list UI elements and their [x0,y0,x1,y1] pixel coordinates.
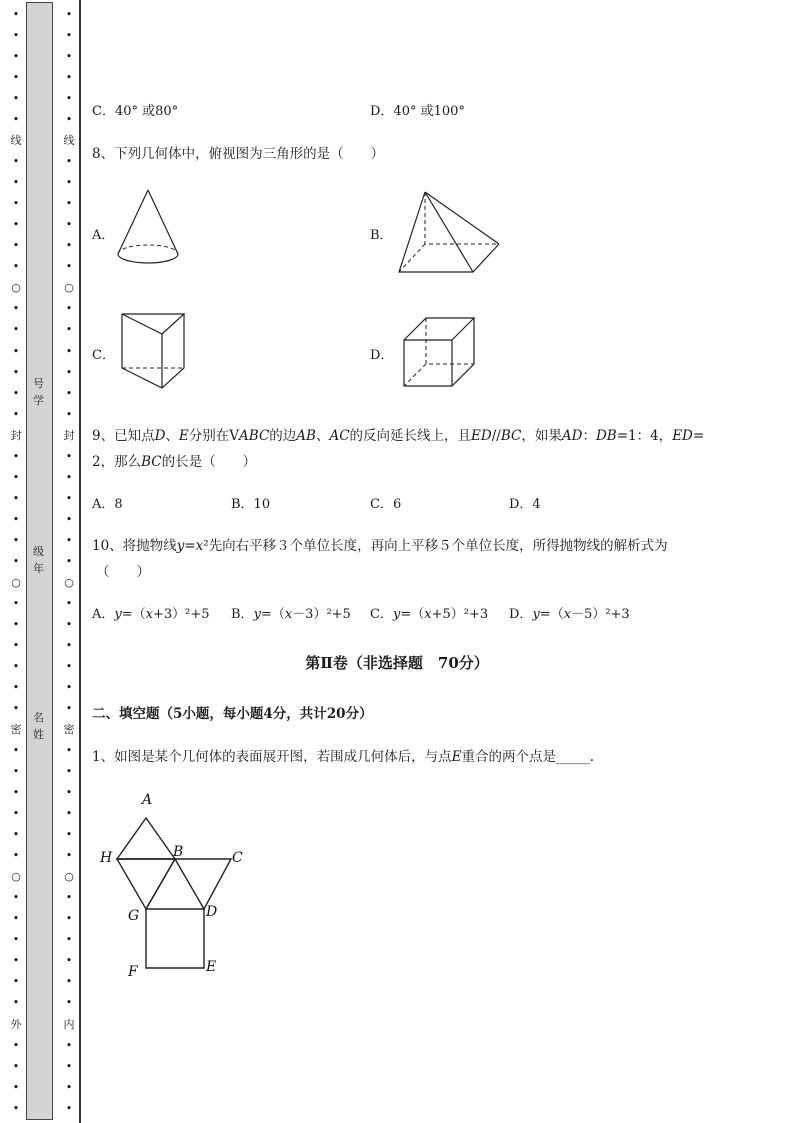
binding-dot: • [65,681,73,695]
binding-dot: • [65,197,73,211]
grade-field[interactable] [33,546,44,574]
binding-dot: • [12,533,20,547]
q10-option-a [92,603,210,622]
binding-dot: • [12,491,20,505]
binding-strip [0,0,82,1123]
net-label-c: C [232,850,243,866]
binding-dot: • [65,975,73,989]
text: 的边 [269,428,297,444]
net-label-g: G [128,908,140,924]
binding-dot: • [12,323,20,337]
triangular-prism-figure [118,310,190,390]
binding-dot: • [12,659,20,673]
q9-option-c: C．6 [370,497,402,512]
binding-dot: • [12,197,20,211]
binding-dot: • [65,386,73,400]
binding-dot: • [65,407,73,421]
text: 分别在V [188,428,240,444]
net-label-e: E [206,959,217,975]
text: 、 [315,428,330,444]
binding-mark: 内 [63,1017,75,1031]
q9-stem-line2 [92,450,256,470]
binding-dot: • [12,407,20,421]
binding-dot: • [12,765,20,779]
q7-option-c: C．40° 或80° [92,104,179,119]
var: BC [141,454,162,470]
binding-dot: • [12,912,20,926]
text: = [692,428,705,444]
binding-dot: • [12,596,20,610]
text: =（ [539,607,564,622]
var: x [284,607,293,622]
text: －5）²+3 [571,607,630,622]
var: y [253,607,261,622]
field-char: 年 [33,562,44,575]
binding-dot: • [12,1059,20,1073]
binding-dot: • [65,849,73,863]
binding-dot: • [12,260,20,274]
q8-label-b: B． [370,228,393,243]
binding-dot: • [12,996,20,1010]
binding-dot: • [12,218,20,232]
binding-dot: • [12,954,20,968]
section-title: 二、填空题（5小题，每小题4分，共计20分） [92,706,373,722]
binding-dot: • [65,596,73,610]
text: 10、将抛物线 [92,538,177,554]
q8-label-d: D． [370,348,394,363]
text: =（ [121,607,146,622]
binding-dot: • [65,155,73,169]
net-label-b: B [173,844,184,860]
text: // [491,428,501,444]
binding-dot: • [65,1059,73,1073]
binding-dot: • [12,744,20,758]
binding-circle: ○ [11,870,21,884]
binding-dot: • [12,239,20,253]
binding-dot: • [65,92,73,106]
binding-dot: • [12,365,20,379]
binding-dot: • [65,218,73,232]
text: B． [231,607,254,622]
answer-blank[interactable]: _____ [555,749,590,765]
binding-dot: • [65,176,73,190]
binding-dot: • [12,975,20,989]
q8-label-c: C． [92,348,115,363]
text: 9、已知点 [92,428,155,444]
binding-dot: • [12,449,20,463]
binding-dot: • [65,365,73,379]
text: ² [203,538,209,554]
binding-dot: • [65,449,73,463]
field-char: 学 [33,394,44,407]
var: AB [296,428,316,444]
binding-dot: • [12,344,20,358]
binding-dot: • [65,470,73,484]
binding-dot: • [65,891,73,905]
var: y [532,607,540,622]
text: = [184,538,196,554]
outer-binding-column [9,4,23,1119]
binding-dot: • [12,681,20,695]
binding-dot: • [65,239,73,253]
binding-line [79,0,81,1123]
binding-dot: • [12,891,20,905]
q9-option-d: D．4 [509,497,541,512]
var: DB [595,428,617,444]
var: E [451,749,462,765]
binding-dot: • [65,828,73,842]
cube-figure [400,314,480,390]
binding-dot: • [65,765,73,779]
binding-mark: 封 [10,428,22,442]
binding-dot: • [65,954,73,968]
binding-dot: • [12,50,20,64]
text: 的长是（ ） [161,454,257,470]
binding-mark: 线 [63,134,75,148]
net-label-a: A [142,792,153,808]
binding-dot: • [12,113,20,127]
binding-dot: • [12,617,20,631]
binding-dot: • [65,50,73,64]
binding-dot: • [65,1101,73,1115]
q9-option-b: B．10 [231,497,271,512]
var: x [195,538,204,554]
var: x [563,607,572,622]
q10-option-d [509,603,630,622]
binding-dot: • [65,807,73,821]
binding-dot: • [65,996,73,1010]
text: A． [92,607,115,622]
binding-dot: • [65,323,73,337]
var: D [154,428,166,444]
binding-dot: • [65,659,73,673]
net-figure [96,790,256,980]
binding-dot: • [65,302,73,316]
fill1-stem [92,745,594,765]
binding-dot: • [65,786,73,800]
binding-dot: • [12,29,20,43]
var: BC [500,428,522,444]
var: AD [561,428,583,444]
binding-circle: ○ [11,575,21,589]
binding-dot: • [12,554,20,568]
binding-dot: • [65,29,73,43]
binding-dot: • [65,554,73,568]
binding-dot: • [12,828,20,842]
binding-dot: • [12,807,20,821]
binding-dot: • [12,71,20,85]
binding-dot: • [12,933,20,947]
text: －3）²+5 [292,607,351,622]
binding-dot: • [12,8,20,22]
q10-stem-line1 [92,534,668,554]
binding-dot: • [65,491,73,505]
binding-dot: • [12,386,20,400]
pyramid-figure [395,188,505,278]
binding-dot: • [12,1101,20,1115]
binding-dot: • [65,344,73,358]
binding-dot: • [12,512,20,526]
var: y [392,607,401,622]
text: 2，那么 [92,454,142,470]
binding-dot: • [12,155,20,169]
field-char: 号 [33,377,44,390]
q10-option-c [370,603,488,622]
binding-mark: 密 [10,723,22,737]
name-field[interactable] [33,712,44,740]
q9-stem-line1 [92,424,704,444]
q8-stem: 8、下列几何体中，俯视图为三角形的是（ ） [92,146,385,162]
binding-dot: • [12,849,20,863]
text: . [589,749,594,765]
text: =（ [260,607,285,622]
binding-dot: • [12,638,20,652]
net-label-h: H [100,850,113,866]
binding-dot: • [65,71,73,85]
binding-dot: • [12,1038,20,1052]
binding-mark: 封 [63,428,75,442]
field-char: 级 [33,545,44,558]
text: 1、如图是某个几何体的表面展开图，若围成几何体后，与点 [92,749,452,765]
field-char: 姓 [33,728,44,741]
text: ： [582,428,596,444]
text: =（ [400,607,425,622]
binding-mark: 线 [10,134,22,148]
binding-dot: • [65,1080,73,1094]
net-label-f: F [128,964,138,980]
binding-circle: ○ [64,870,74,884]
var: ABC [239,428,270,444]
binding-dot: • [12,702,20,716]
text: 、 [165,428,179,444]
var: y [114,607,122,622]
binding-dot: • [65,533,73,547]
binding-circle: ○ [64,575,74,589]
var: y [176,538,185,554]
student-id-field[interactable] [33,378,44,406]
binding-dot: • [12,1080,20,1094]
part-two-title: 第Ⅱ卷（非选择题 70分） [305,654,489,672]
binding-dot: • [65,617,73,631]
q9-option-a: A．8 [92,497,123,512]
var: ED [672,428,693,444]
text: D． [509,607,533,622]
text: +5）²+3 [431,607,489,622]
binding-dot: • [65,702,73,716]
binding-mark: 外 [10,1017,22,1031]
text: C． [370,607,393,622]
binding-dot: • [12,176,20,190]
var: ED [471,428,492,444]
text: =1：4， [616,428,673,444]
text: 重合的两个点是 [461,749,556,765]
var: x [424,607,432,622]
binding-mark: 密 [63,723,75,737]
binding-dot: • [65,1038,73,1052]
var: E [178,428,189,444]
binding-dot: • [65,512,73,526]
binding-dot: • [65,8,73,22]
q8-label-a: A． [92,228,115,243]
var: AC [329,428,350,444]
binding-dot: • [12,786,20,800]
binding-circle: ○ [11,281,21,295]
cone-figure [110,188,190,278]
text: 的反向延长线上，且 [349,428,472,444]
binding-dot: • [65,744,73,758]
inner-binding-column [62,4,76,1119]
binding-dot: • [65,638,73,652]
binding-dot: • [12,302,20,316]
binding-circle: ○ [64,281,74,295]
q10-stem-line2: （ ） [96,564,150,580]
field-char: 名 [33,711,44,724]
q7-option-d: D．40° 或100° [370,104,465,119]
binding-dot: • [65,260,73,274]
binding-dot: • [65,933,73,947]
var: x [145,607,153,622]
net-label-d: D [206,904,218,920]
binding-dot: • [12,92,20,106]
binding-dot: • [65,113,73,127]
text: 先向右平移３个单位长度，再向上平移５个单位长度，所得抛物线的解析式为 [208,538,668,554]
text: +3）²+5 [153,607,210,622]
binding-dot: • [65,912,73,926]
binding-dot: • [12,470,20,484]
q10-option-b [231,603,351,622]
text: ，如果 [521,428,562,444]
